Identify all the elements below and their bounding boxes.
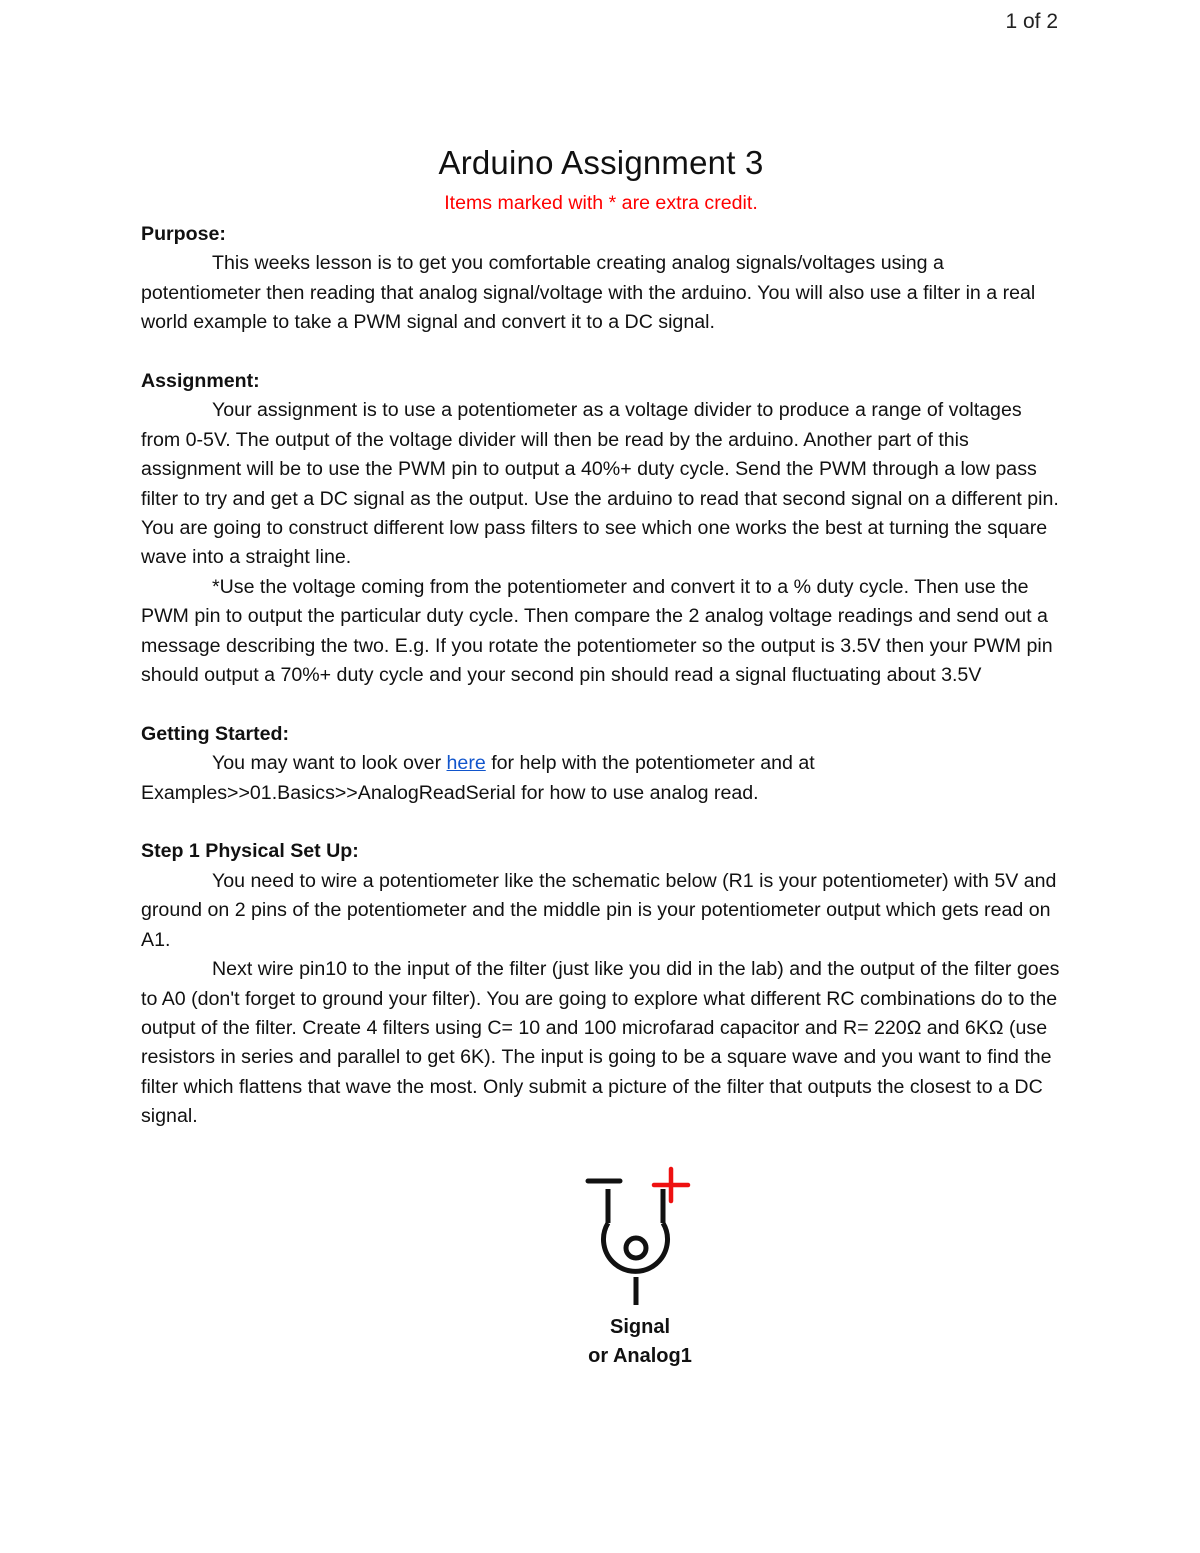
- potentiometer-icon: [570, 1165, 710, 1315]
- page-number: 1 of 2: [1005, 10, 1058, 33]
- assignment-heading: Assignment:: [141, 370, 260, 393]
- extra-credit-note: Items marked with * are extra credit.: [444, 192, 758, 214]
- getting-started-body: [141, 749, 1061, 808]
- document-body: [141, 140, 1061, 1132]
- step1-paragraph-2: Next wire pin10 to the input of the filter (just like you did in the lab) and the output of the filter goes to A0 (don't forget to ground your filter). You are going to explore what different RC combinations do to the output of the filter. Create 4 filters using C= 10 and 100 microfarad capacitor and R= 220Ω and 6KΩ (use resistors in series and parallel to get 6K). The input is going to be a square wave and you want to find the filter which flattens that wave the most. Only submit a picture of the filter that outputs the closest to a DC signal.: [141, 958, 1060, 1128]
- figure-caption-analog: or Analog1: [588, 1345, 692, 1367]
- here-link[interactable]: here: [446, 752, 486, 775]
- step1-paragraph-1: You need to wire a potentiometer like the schematic below (R1 is your potentiometer) with 5V and ground on 2 pins of the potentiometer and the middle pin is your potentiometer output which gets read on A1.: [141, 869, 1057, 951]
- spacer: [141, 808, 1061, 837]
- step1-heading: Step 1 Physical Set Up:: [141, 840, 359, 863]
- getting-started-heading: Getting Started:: [141, 722, 290, 745]
- document-title: Arduino Assignment 3: [438, 144, 764, 181]
- purpose-body: This weeks lesson is to get you comfortable creating analog signals/voltages using a potentiometer then reading that analog signal/voltage with the arduino. You will also use a filter in a real world example to take a PWM signal and convert it to a DC signal.: [141, 252, 1036, 334]
- assignment-body: Your assignment is to use a potentiometer as a voltage divider to produce a range of voltages from 0-5V. The output of the voltage divider will then be read by the arduino. Another part of this assignment will be to use the PWM pin to output a 40%+ duty cycle. Send the PWM through a low pass filter to try and get a DC signal as the output. Use the arduino to read that second signal on a different pin. You are going to construct different low pass filters to see which one works the best at turning the square wave into a straight line.: [141, 399, 1059, 569]
- potentiometer-schematic: [570, 1165, 710, 1375]
- spacer: [141, 690, 1061, 719]
- extra-credit-paragraph: *Use the voltage coming from the potentiometer and convert it to a % duty cycle. Then use the PWM pin to output the particular duty cycle. Then compare the 2 analog voltage readings and send out a message describing the two. E.g. If you rotate the potentiometer so the output is 3.5V then your PWM pin should output a 70%+ duty cycle and your second pin should read a signal fluctuating about 3.5V: [141, 575, 1053, 687]
- plus-sign-icon: [654, 1169, 688, 1201]
- figure-caption-signal: Signal: [609, 1316, 670, 1338]
- purpose-heading: Purpose:: [141, 223, 226, 245]
- getting-started-text-after: for help with the potentiometer and at Examples>>01.Basics>>AnalogReadSerial for how to use analog read.: [141, 752, 815, 804]
- spacer: [141, 338, 1061, 367]
- getting-started-text-before: You may want to look over: [212, 752, 447, 775]
